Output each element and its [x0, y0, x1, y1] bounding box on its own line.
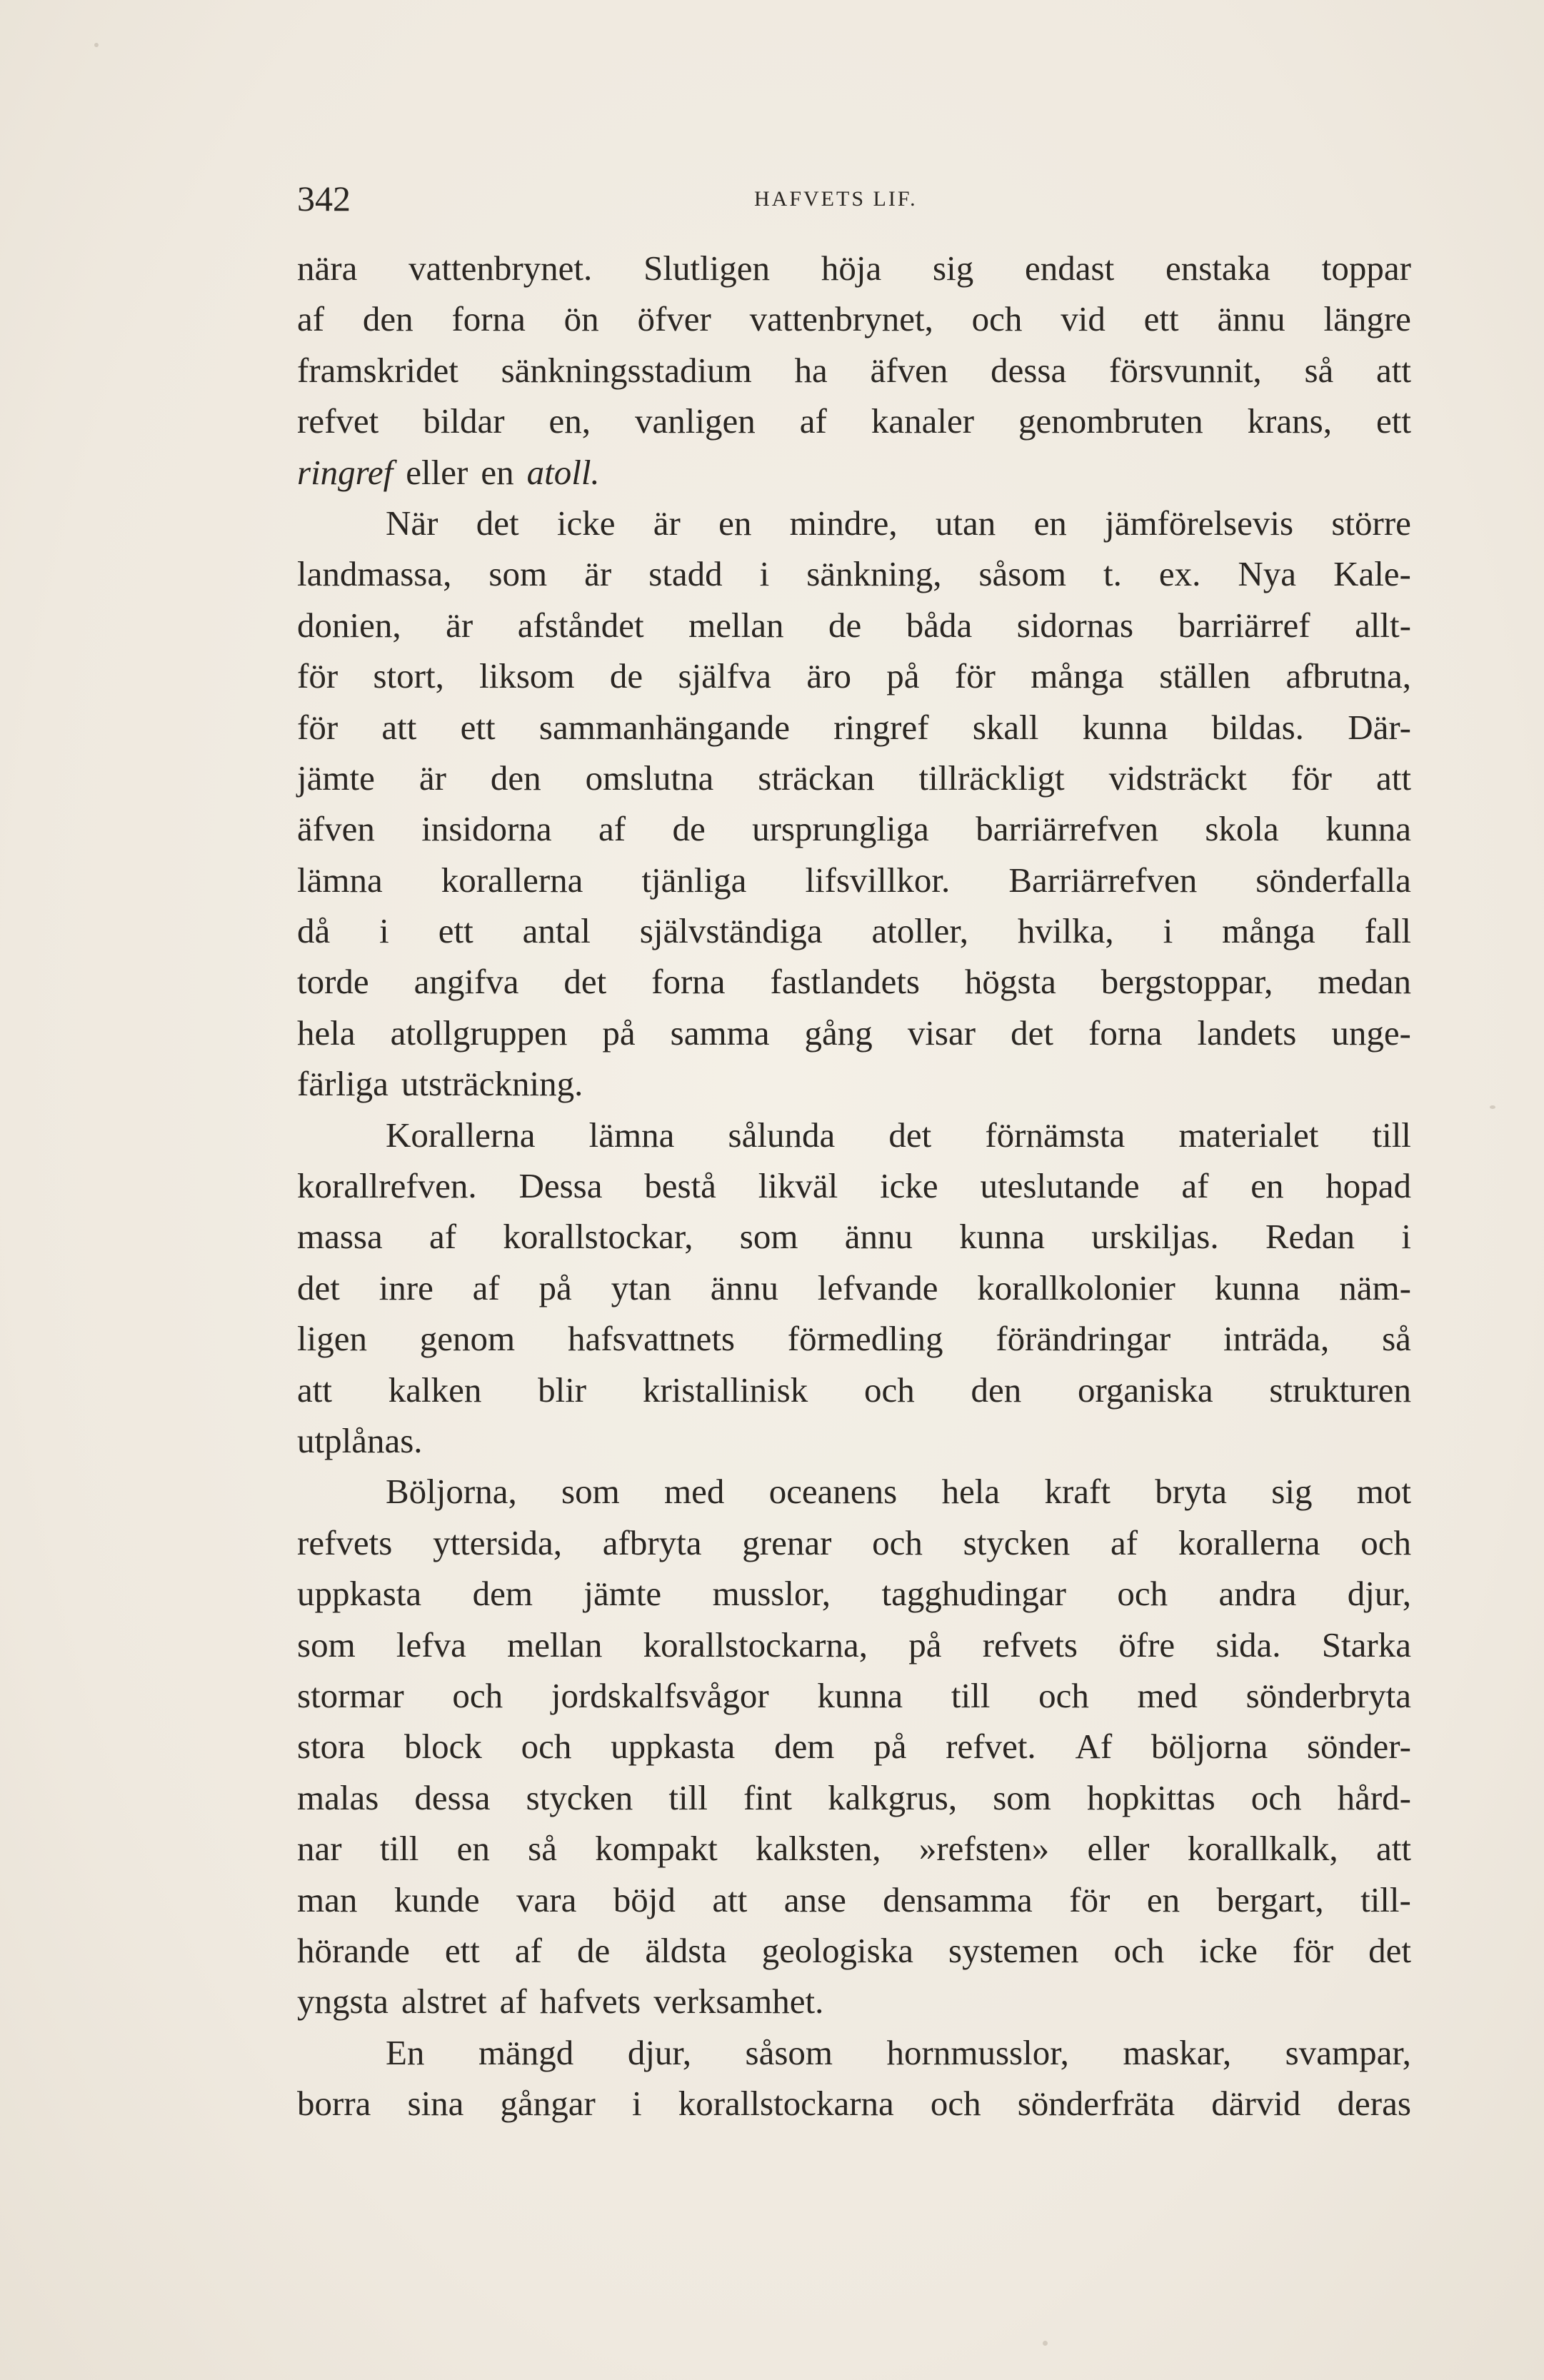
text-line: En mängd djur, såsom hornmusslor, maskar, svampar, — [386, 2032, 1411, 2072]
text-line: stormar och jordskalfsvågor kunna till och med sönderbryta — [297, 1675, 1411, 1715]
text-line: att kalken blir kristallinisk och den organiska strukturen — [297, 1370, 1411, 1410]
text-line: af den forna ön öfver vattenbrynet, och vid ett ännu längre — [297, 299, 1411, 339]
text-line: jämte är den omslutna sträckan tillräckligt vidsträckt för att — [297, 758, 1411, 798]
text-line: utplånas. — [297, 1420, 423, 1460]
text-line: stora block och uppkasta dem på refvet. Af böljorna sönder- — [297, 1727, 1411, 1767]
body-text — [297, 243, 1411, 2129]
text-line: det inre af på ytan ännu lefvande korallkolonier kunna näm- — [297, 1267, 1411, 1307]
text-line: äfven insidorna af de ursprungliga barriärrefven skola kunna — [297, 809, 1411, 849]
page-header — [297, 177, 1411, 220]
text-line: hörande ett af de äldsta geologiska systemen och icke för det — [297, 1930, 1411, 1970]
text-line: nar till en så kompakt kalksten, »refsten» eller korallkalk, att — [297, 1829, 1411, 1869]
text-line: då i ett antal självständiga atoller, hvilka, i många fall — [297, 911, 1411, 951]
text-line: massa af korallstockar, som ännu kunna urskiljas. Redan i — [297, 1217, 1411, 1257]
text-line: hela atollgruppen på samma gång visar det forna landets unge- — [297, 1013, 1411, 1053]
text-line: Korallerna lämna sålunda det förnämsta materialet till — [386, 1115, 1411, 1155]
paper-speck — [1490, 1105, 1495, 1109]
text-line: färliga utsträckning. — [297, 1064, 583, 1104]
text-line: donien, är afståndet mellan de båda sidornas barriärref allt- — [297, 605, 1411, 645]
text-line: framskridet sänkningsstadium ha äfven dessa försvunnit, så att — [297, 350, 1411, 390]
text-line: torde angifva det forna fastlandets högsta bergstoppar, medan — [297, 962, 1411, 1002]
text-line: korallrefven. Dessa bestå likväl icke uteslutande af en hopad — [297, 1166, 1411, 1206]
text-line: refvet bildar en, vanligen af kanaler genombruten krans, ett — [297, 401, 1411, 441]
text-line: Böljorna, som med oceanens hela kraft bryta sig mot — [386, 1472, 1411, 1512]
paper-speck — [94, 43, 99, 47]
page-number: 342 — [297, 179, 351, 219]
text-line: för stort, liksom de själfva äro på för många ställen afbrutna, — [297, 656, 1411, 696]
paper-speck — [1043, 2341, 1048, 2346]
text-line: som lefva mellan korallstockarna, på refvets öfre sida. Starka — [297, 1625, 1411, 1665]
text-line: uppkasta dem jämte musslor, tagghudingar och andra djur, — [297, 1574, 1411, 1614]
text-line: borra sina gångar i korallstockarna och sönderfräta därvid deras — [297, 2084, 1411, 2124]
text-line: landmassa, som är stadd i sänkning, såsom t. ex. Nya Kale- — [297, 554, 1411, 594]
text-line: för att ett sammanhängande ringref skall kunna bildas. Där- — [297, 707, 1411, 747]
text-line: man kunde vara böjd att anse densamma för en bergart, till- — [297, 1879, 1411, 1919]
text-line: När det icke är en mindre, utan en jämförelsevis större — [386, 503, 1411, 543]
text-line: ligen genom hafsvattnets förmedling förändringar inträda, så — [297, 1319, 1411, 1359]
text-line: ringref eller en atoll. — [297, 452, 600, 492]
running-head: HAFVETS LIF. — [754, 187, 918, 211]
text-line: malas dessa stycken till fint kalkgrus, som hopkittas och hård- — [297, 1777, 1411, 1817]
text-line: refvets yttersida, afbryta grenar och stycken af korallerna och — [297, 1522, 1411, 1562]
text-line: lämna korallerna tjänliga lifsvillkor. Barriärrefven sönderfalla — [297, 860, 1411, 900]
text-line: yngsta alstret af hafvets verksamhet. — [297, 1982, 824, 2022]
text-line: nära vattenbrynet. Slutligen höja sig endast enstaka toppar — [297, 248, 1411, 288]
